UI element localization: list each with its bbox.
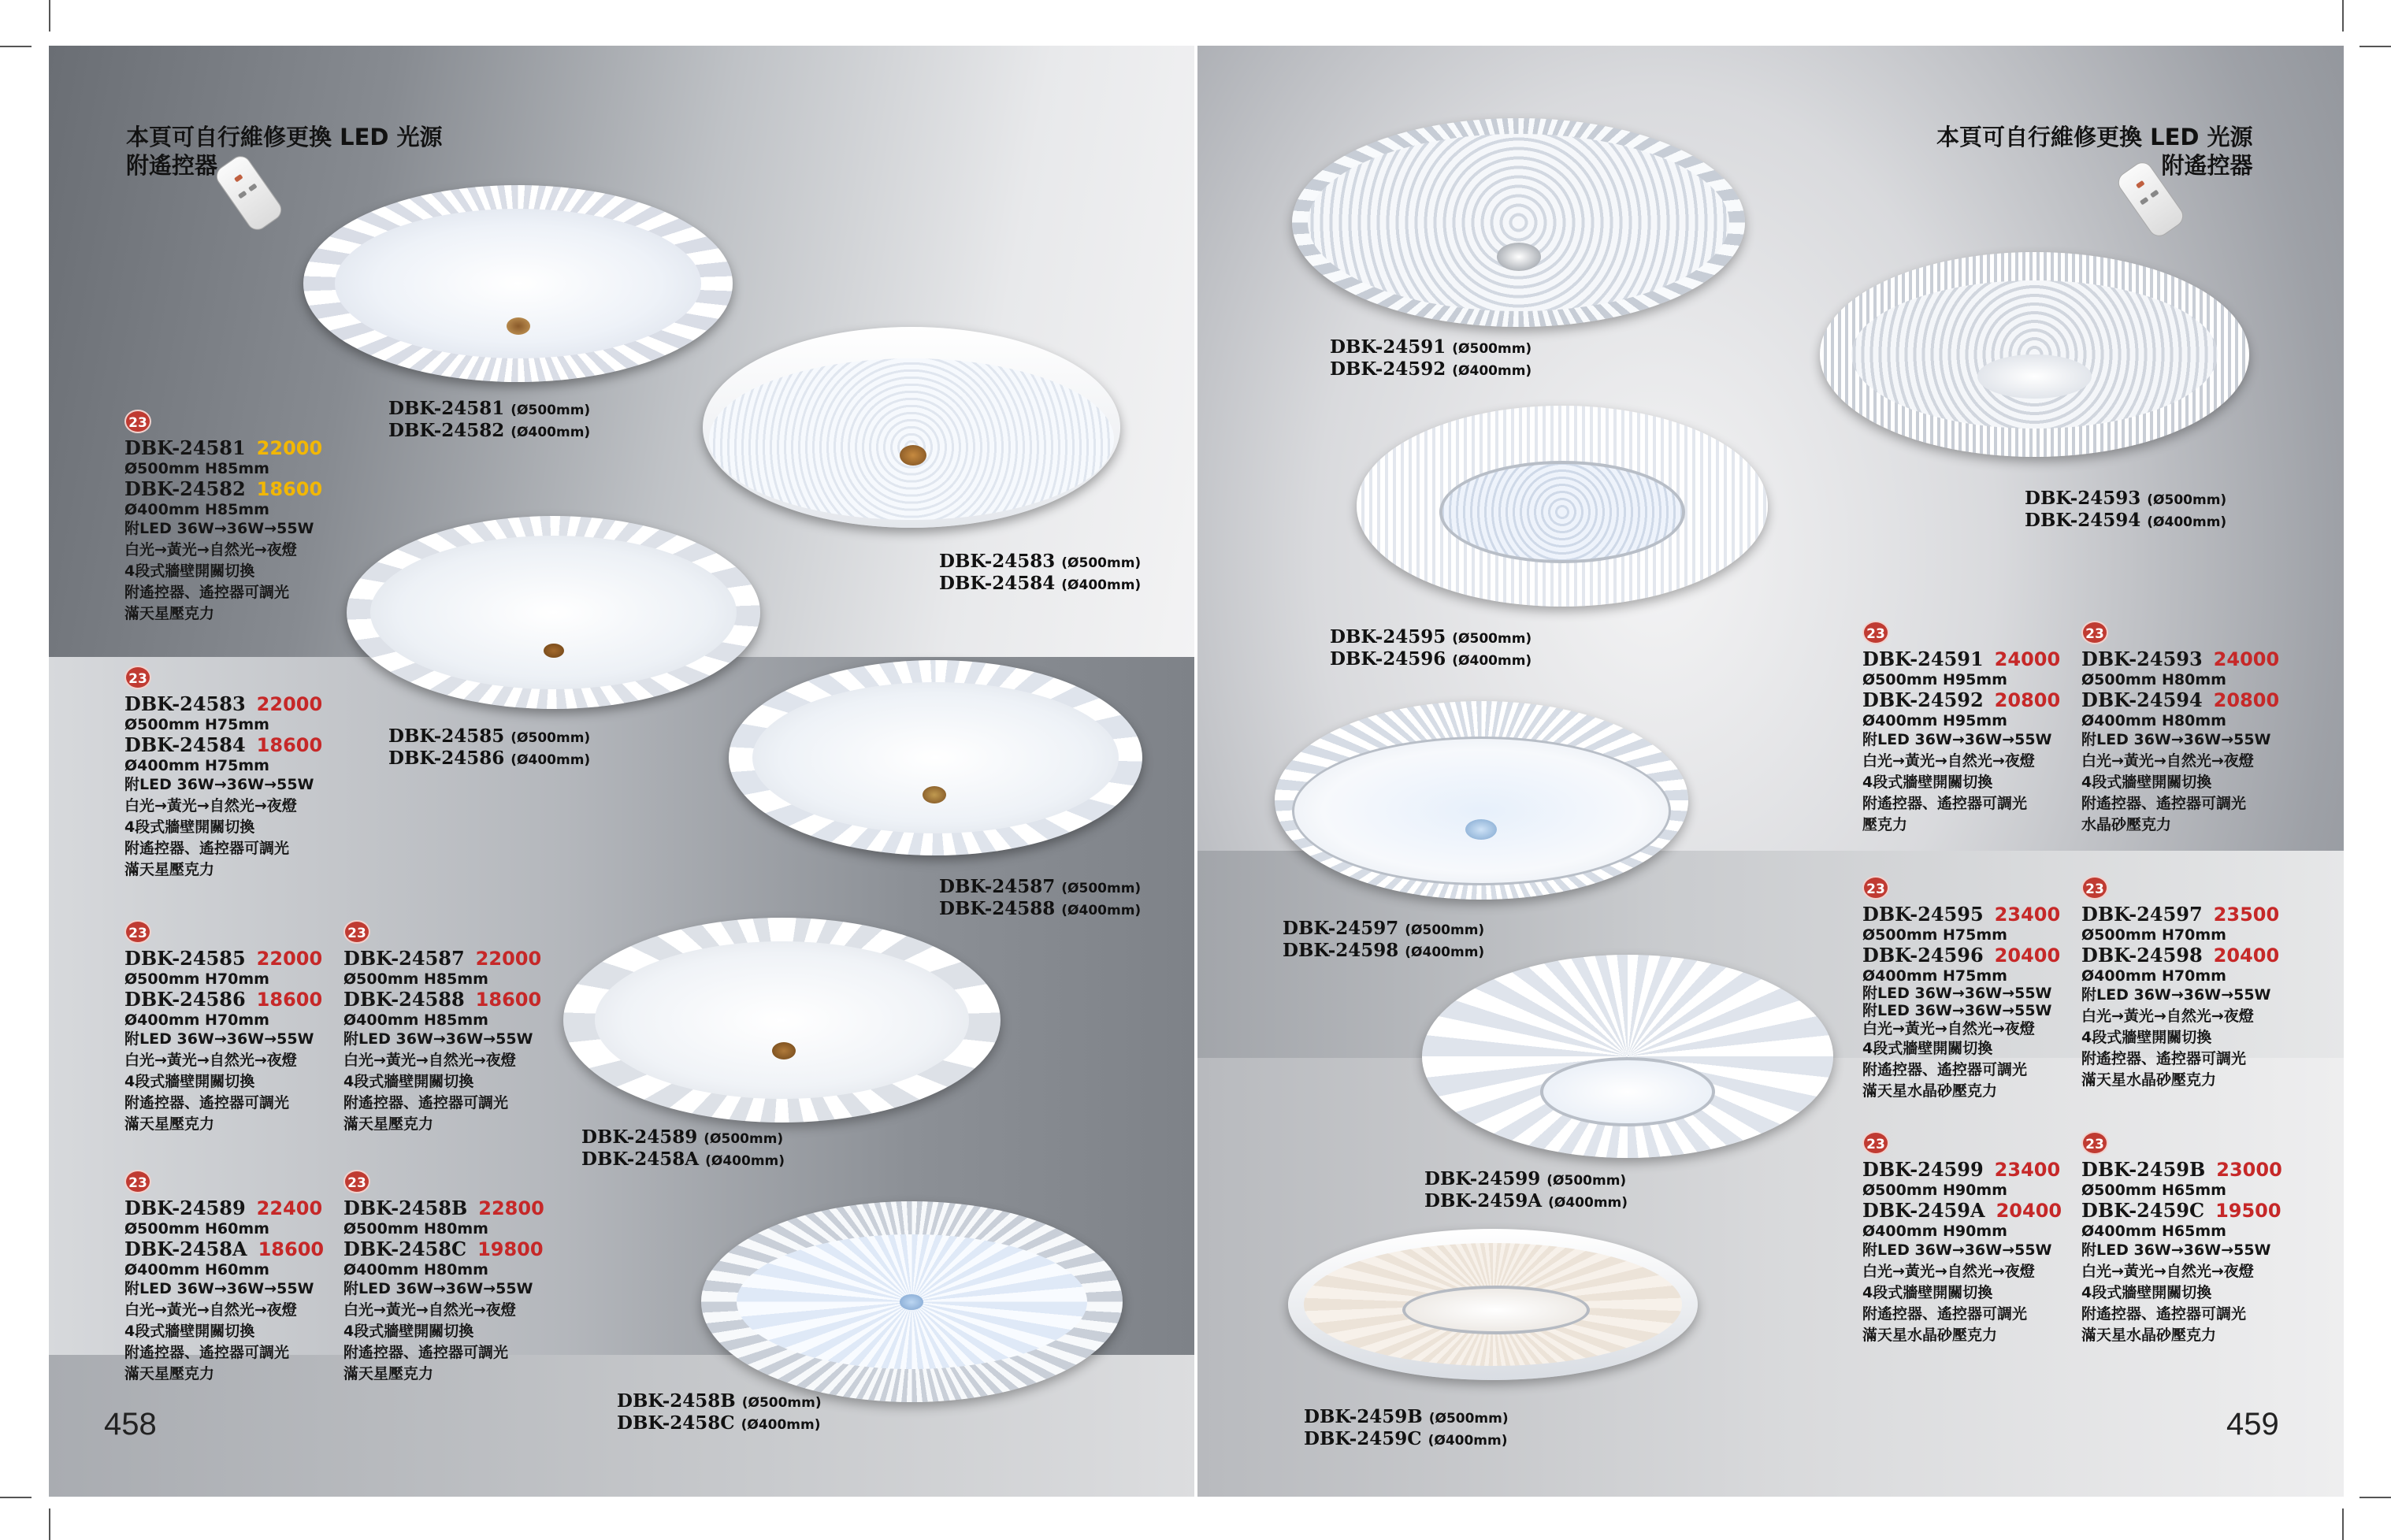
spec-block-dbk-24597 xyxy=(2081,876,2278,1091)
model-line: DBK-2459C 19500 xyxy=(2081,1199,2281,1222)
model-line: DBK-2458C 19800 xyxy=(343,1238,544,1260)
lamp-image-dbk-24597 xyxy=(1275,701,1688,900)
dimension: Ø400mm H80mm xyxy=(2081,712,2226,729)
feature-line: 滿天星壓克力 xyxy=(343,1365,434,1382)
model-line: DBK-24594 20800 xyxy=(2081,688,2280,711)
feature-line: 白光→黃光→自然光→夜燈 xyxy=(124,1301,297,1319)
feature-line: 滿天星水晶砂壓克力 xyxy=(1862,1327,1998,1344)
feature-line: 4段式牆壁開關切換 xyxy=(1862,774,1993,791)
warranty-badge: 23 xyxy=(2081,1131,2108,1155)
dimension: Ø500mm H85mm xyxy=(343,970,488,988)
page-number-left: 458 xyxy=(104,1407,157,1442)
feature-line: 白光→黃光→自然光→夜燈 xyxy=(1862,1020,2035,1037)
model-line: DBK-24597 23500 xyxy=(2081,903,2280,926)
price: 22000 xyxy=(475,948,542,970)
spec-block-dbk-2458b xyxy=(343,1170,544,1385)
caption-dbk-24587: DBK-24587 (Ø500mm) DBK-24588 (Ø400mm) xyxy=(939,876,1142,919)
feature-line: 白光→黃光→自然光→夜燈 xyxy=(124,1052,297,1069)
price: 19500 xyxy=(2215,1200,2281,1222)
feature-line: 壓克力 xyxy=(1862,816,1908,833)
feature-line: 滿天星水晶砂壓克力 xyxy=(2081,1071,2217,1089)
feature-line: 白光→黃光→自然光→夜燈 xyxy=(343,1301,516,1319)
model-line: DBK-24595 23400 xyxy=(1862,903,2061,926)
lamp-image-dbk-24599 xyxy=(1422,955,1833,1158)
dimension: Ø400mm H65mm xyxy=(2081,1223,2226,1240)
spec-block-dbk-24593 xyxy=(2081,621,2278,836)
lamp-image-dbk-24581 xyxy=(303,185,733,382)
price: 20800 xyxy=(1994,689,2061,711)
crop-mark xyxy=(2342,0,2344,32)
feature-line: 4段式牆壁開關切換 xyxy=(1862,1040,1993,1057)
feature-line: 附遙控器、遙控器可調光 xyxy=(343,1344,509,1361)
feature-line: 4段式牆壁開關切換 xyxy=(124,1323,255,1340)
feature-line: 4段式牆壁開關切換 xyxy=(343,1073,474,1090)
price: 22800 xyxy=(478,1197,544,1219)
price: 23500 xyxy=(2213,904,2280,926)
page-heading-right: 本頁可自行維修更換 LED 光源 附遙控器 xyxy=(1936,124,2253,179)
feature-line: 附遙控器、遙控器可調光 xyxy=(124,1094,290,1111)
model-line: DBK-24583 22000 xyxy=(124,692,323,715)
spec-block-dbk-2459b xyxy=(2081,1131,2282,1346)
lamp-image-dbk-24595 xyxy=(1357,406,1768,607)
dimension: Ø400mm H70mm xyxy=(2081,967,2226,985)
model-line: DBK-24593 24000 xyxy=(2081,648,2280,670)
price: 19800 xyxy=(477,1238,544,1260)
feature-line: 附LED 36W→36W→55W xyxy=(1862,731,2052,748)
lamp-image-dbk-24585 xyxy=(347,516,760,709)
model-line: DBK-24587 22000 xyxy=(343,947,542,970)
price: 20400 xyxy=(1996,1200,2062,1222)
dimension: Ø400mm H60mm xyxy=(124,1261,269,1278)
model-line: DBK-24596 20400 xyxy=(1862,944,2061,967)
feature-line: 白光→黃光→自然光→夜燈 xyxy=(343,1052,516,1069)
dimension: Ø400mm H75mm xyxy=(1862,967,2007,985)
feature-line: 附LED 36W→36W→55W xyxy=(124,776,314,793)
page-spine xyxy=(1194,0,1197,1540)
model-line: DBK-24589 22400 xyxy=(124,1197,323,1219)
feature-line: 附遙控器、遙控器可調光 xyxy=(2081,795,2247,812)
dimension: Ø500mm H60mm xyxy=(124,1220,269,1238)
feature-line: 白光→黃光→自然光→夜燈 xyxy=(1862,752,2035,770)
model-line: DBK-2459B 23000 xyxy=(2081,1158,2282,1181)
price: 24000 xyxy=(2213,648,2280,670)
model-line: DBK-2459A 20400 xyxy=(1862,1199,2062,1222)
feature-line: 附遙控器、遙控器可調光 xyxy=(343,1094,509,1111)
warranty-badge: 23 xyxy=(2081,621,2108,644)
crop-mark xyxy=(0,1497,32,1498)
spec-block-dbk-24585 xyxy=(124,920,321,1135)
price: 18600 xyxy=(475,989,542,1011)
lamp-image-dbk-24591 xyxy=(1292,118,1745,327)
feature-line: 滿天星水晶砂壓克力 xyxy=(2081,1327,2217,1344)
spec-block-dbk-24587 xyxy=(343,920,540,1135)
dimension: Ø500mm H90mm xyxy=(1862,1182,2007,1199)
feature-line: 滿天星壓克力 xyxy=(124,1115,215,1133)
feature-line: 附遙控器、遙控器可調光 xyxy=(124,840,290,857)
price: 22000 xyxy=(256,437,323,459)
price: 18600 xyxy=(256,989,323,1011)
feature-line: 附LED 36W→36W→55W xyxy=(343,1030,533,1048)
dimension: Ø500mm H70mm xyxy=(2081,926,2226,944)
price: 24000 xyxy=(1994,648,2061,670)
warranty-badge: 23 xyxy=(1862,876,1889,900)
dimension: Ø400mm H80mm xyxy=(343,1261,488,1278)
warranty-badge: 23 xyxy=(2081,876,2108,900)
dimension: Ø500mm H75mm xyxy=(1862,926,2007,944)
feature-line: 附LED 36W→36W→55W xyxy=(124,1030,314,1048)
warranty-badge: 23 xyxy=(1862,1131,1889,1155)
dimension: Ø400mm H90mm xyxy=(1862,1223,2007,1240)
dimension: Ø500mm H70mm xyxy=(124,970,269,988)
price: 23400 xyxy=(1994,904,2061,926)
lamp-image-dbk-24583 xyxy=(703,327,1120,528)
model-line: DBK-24586 18600 xyxy=(124,988,323,1011)
warranty-badge: 23 xyxy=(343,1170,370,1193)
lamp-image-dbk-2459b xyxy=(1288,1229,1698,1380)
warranty-badge: 23 xyxy=(124,666,151,689)
feature-line: 4段式牆壁開關切換 xyxy=(2081,1284,2212,1301)
warranty-badge: 23 xyxy=(124,1170,151,1193)
price: 22400 xyxy=(256,1197,323,1219)
feature-line: 4段式牆壁開關切換 xyxy=(343,1323,474,1340)
caption-dbk-24595: DBK-24595 (Ø500mm) DBK-24596 (Ø400mm) xyxy=(1330,626,1532,670)
crop-mark xyxy=(2359,46,2391,47)
model-line: DBK-24581 22000 xyxy=(124,436,323,459)
warranty-badge: 23 xyxy=(1862,621,1889,644)
feature-line: 附LED 36W→36W→55W xyxy=(1862,1002,2052,1019)
lamp-image-dbk-24593 xyxy=(1820,252,2249,457)
feature-line: 滿天星水晶砂壓克力 xyxy=(1862,1082,1998,1100)
feature-line: 附遙控器、遙控器可調光 xyxy=(1862,795,2028,812)
dimension: Ø400mm H85mm xyxy=(124,501,269,518)
warranty-badge: 23 xyxy=(124,410,151,433)
feature-line: 附遙控器、遙控器可調光 xyxy=(124,584,290,601)
spec-block-dbk-24589 xyxy=(124,1170,325,1385)
model-line: DBK-24598 20400 xyxy=(2081,944,2280,967)
page-number-right: 459 xyxy=(2226,1407,2279,1442)
dimension: Ø500mm H80mm xyxy=(2081,671,2226,688)
feature-line: 附LED 36W→36W→55W xyxy=(2081,1241,2271,1259)
feature-line: 附LED 36W→36W→55W xyxy=(1862,1241,2052,1259)
caption-dbk-24597: DBK-24597 (Ø500mm) DBK-24598 (Ø400mm) xyxy=(1283,918,1485,961)
price: 23400 xyxy=(1994,1159,2061,1181)
model-line: DBK-24584 18600 xyxy=(124,733,323,756)
spec-block-dbk-24583 xyxy=(124,666,321,881)
feature-line: 滿天星壓克力 xyxy=(124,861,215,878)
feature-line: 滿天星壓克力 xyxy=(124,605,215,622)
model-line: DBK-2458B 22800 xyxy=(343,1197,544,1219)
dimension: Ø500mm H65mm xyxy=(2081,1182,2226,1199)
price: 18600 xyxy=(256,734,323,756)
crop-mark xyxy=(49,1508,50,1540)
feature-line: 4段式牆壁開關切換 xyxy=(2081,1029,2212,1046)
dimension: Ø500mm H75mm xyxy=(124,716,269,733)
caption-dbk-24581: DBK-24581 (Ø500mm) DBK-24582 (Ø400mm) xyxy=(388,398,591,441)
crop-mark xyxy=(0,46,32,47)
dimension: Ø400mm H70mm xyxy=(124,1011,269,1029)
caption-dbk-24583: DBK-24583 (Ø500mm) DBK-24584 (Ø400mm) xyxy=(939,551,1142,594)
spec-block-dbk-24591 xyxy=(1862,621,2059,836)
caption-dbk-24585: DBK-24585 (Ø500mm) DBK-24586 (Ø400mm) xyxy=(388,725,591,769)
dimension: Ø500mm H80mm xyxy=(343,1220,488,1238)
caption-dbk-24591: DBK-24591 (Ø500mm) DBK-24592 (Ø400mm) xyxy=(1330,336,1532,380)
feature-line: 附LED 36W→36W→55W xyxy=(124,1280,314,1297)
warranty-badge: 23 xyxy=(124,920,151,944)
spec-block-dbk-24599 xyxy=(1862,1131,2062,1346)
dimension: Ø500mm H95mm xyxy=(1862,671,2007,688)
feature-line: 附遙控器、遙控器可調光 xyxy=(2081,1050,2247,1067)
caption-dbk-24589: DBK-24589 (Ø500mm) DBK-2458A (Ø400mm) xyxy=(581,1126,785,1170)
feature-line: 白光→黃光→自然光→夜燈 xyxy=(2081,752,2254,770)
dimension: Ø400mm H95mm xyxy=(1862,712,2007,729)
feature-line: 白光→黃光→自然光→夜燈 xyxy=(1862,1263,2035,1280)
feature-line: 白光→黃光→自然光→夜燈 xyxy=(2081,1263,2254,1280)
price: 22000 xyxy=(256,693,323,715)
crop-mark xyxy=(2342,1508,2344,1540)
feature-line: 水晶砂壓克力 xyxy=(2081,816,2172,833)
price: 18600 xyxy=(258,1238,325,1260)
caption-dbk-24593: DBK-24593 (Ø500mm) DBK-24594 (Ø400mm) xyxy=(2025,488,2227,531)
caption-dbk-2459b: DBK-2459B (Ø500mm) DBK-2459C (Ø400mm) xyxy=(1304,1406,1509,1449)
page-heading-left: 本頁可自行維修更換 LED 光源 附遙控器 xyxy=(126,124,443,179)
feature-line: 附遙控器、遙控器可調光 xyxy=(1862,1061,2028,1078)
feature-line: 白光→黃光→自然光→夜燈 xyxy=(124,797,297,815)
model-line: DBK-24585 22000 xyxy=(124,947,323,970)
crop-mark xyxy=(2359,1497,2391,1498)
dimension: Ø400mm H75mm xyxy=(124,757,269,774)
price: 18600 xyxy=(256,478,323,500)
model-line: DBK-24588 18600 xyxy=(343,988,542,1011)
feature-line: 4段式牆壁開關切換 xyxy=(124,562,255,580)
feature-line: 白光→黃光→自然光→夜燈 xyxy=(124,541,297,558)
feature-line: 附LED 36W→36W→55W xyxy=(1862,985,2052,1002)
dimension: Ø400mm H85mm xyxy=(343,1011,488,1029)
crop-mark xyxy=(49,0,50,32)
price: 22000 xyxy=(256,948,323,970)
caption-dbk-24599: DBK-24599 (Ø500mm) DBK-2459A (Ø400mm) xyxy=(1424,1168,1628,1212)
price: 20400 xyxy=(1994,944,2061,967)
price: 20400 xyxy=(2213,944,2280,967)
model-line: DBK-24592 20800 xyxy=(1862,688,2061,711)
lamp-image-dbk-24587 xyxy=(729,660,1142,855)
lamp-image-dbk-24589 xyxy=(563,918,1001,1123)
feature-line: 附LED 36W→36W→55W xyxy=(2081,986,2271,1004)
warranty-badge: 23 xyxy=(343,920,370,944)
price: 23000 xyxy=(2216,1159,2282,1181)
spec-block-dbk-24581 xyxy=(124,410,321,625)
model-line: DBK-24591 24000 xyxy=(1862,648,2061,670)
lamp-image-dbk-2458b xyxy=(701,1201,1123,1402)
spec-block-dbk-24595 xyxy=(1862,876,2059,1102)
feature-line: 4段式牆壁開關切換 xyxy=(2081,774,2212,791)
model-line: DBK-24599 23400 xyxy=(1862,1158,2061,1181)
model-line: DBK-24582 18600 xyxy=(124,477,323,500)
feature-line: 附LED 36W→36W→55W xyxy=(2081,731,2271,748)
feature-line: 滿天星壓克力 xyxy=(124,1365,215,1382)
feature-line: 4段式牆壁開關切換 xyxy=(124,1073,255,1090)
feature-line: 4段式牆壁開關切換 xyxy=(1862,1284,1993,1301)
caption-dbk-2458b: DBK-2458B (Ø500mm) DBK-2458C (Ø400mm) xyxy=(617,1390,822,1434)
feature-line: 附遙控器、遙控器可調光 xyxy=(124,1344,290,1361)
feature-line: 附LED 36W→36W→55W xyxy=(343,1280,533,1297)
feature-line: 4段式牆壁開關切換 xyxy=(124,818,255,836)
feature-line: 附遙控器、遙控器可調光 xyxy=(2081,1305,2247,1323)
feature-line: 白光→黃光→自然光→夜燈 xyxy=(2081,1007,2254,1025)
feature-line: 滿天星壓克力 xyxy=(343,1115,434,1133)
model-line: DBK-2458A 18600 xyxy=(124,1238,325,1260)
price: 20800 xyxy=(2213,689,2280,711)
feature-line: 附LED 36W→36W→55W xyxy=(124,520,314,537)
feature-line: 附遙控器、遙控器可調光 xyxy=(1862,1305,2028,1323)
dimension: Ø500mm H85mm xyxy=(124,460,269,477)
